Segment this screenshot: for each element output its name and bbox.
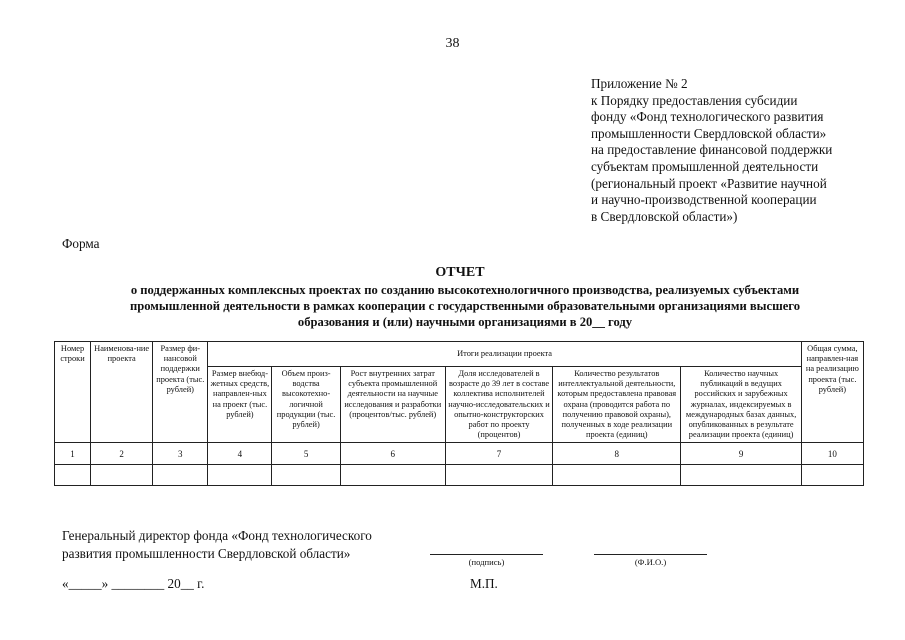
column-number: 2 (91, 443, 153, 465)
report-title: ОТЧЕТ (435, 265, 485, 280)
table-cell (153, 465, 208, 486)
header-financial-support: Размер фи-нансовой поддержки проекта (тыс. рублей) (153, 342, 208, 443)
subtitle-line: промышленной деятельности в рамках кооперации с государственными образовательными организациями высшего (129, 299, 800, 313)
header-production-volume: Объем произ-водства высокотехно-логичной продукции (тыс. рублей) (272, 367, 340, 443)
column-number: 5 (272, 443, 340, 465)
name-line (594, 554, 707, 555)
column-number: 10 (801, 443, 863, 465)
column-number: 6 (340, 443, 445, 465)
header-total-sum: Общая сумма, направлен-ная на реализацию проекта (тыс. рублей) (801, 342, 863, 443)
stamp-place: М.П. (470, 576, 498, 591)
table-cell (801, 465, 863, 486)
table-row (55, 465, 864, 486)
report-subtitle (80, 282, 850, 330)
appendix-line: в Свердловской области») (591, 208, 738, 224)
form-label: Форма (62, 236, 100, 251)
position-line: Генеральный директор фонда «Фонд технологического (62, 528, 372, 543)
column-number-row (55, 443, 864, 465)
appendix-line: Приложение № 2 (591, 76, 688, 91)
signature-caption: (подпись) (468, 557, 505, 567)
header-row-number: Номер строки (55, 342, 91, 443)
director-position (62, 527, 372, 563)
appendix-header (591, 76, 891, 225)
column-number: 3 (153, 443, 208, 465)
table-cell (681, 465, 801, 486)
header-young-researchers-share: Доля исследователей в возрасте до 39 лет в составе коллектива исполнителей научно-исследовательских и опытно-конструкторских работ по проекту (процентов) (445, 367, 552, 443)
table-cell (340, 465, 445, 486)
column-number: 8 (553, 443, 681, 465)
table-cell (445, 465, 552, 486)
appendix-line: на предоставление финансовой поддержки (591, 142, 833, 158)
signature-line (430, 554, 543, 555)
header-ip-results-count: Количество результатов интеллектуальной деятельности, которым предоставлена правовая охрана (проводится работа по получению правовой охраны), полученных в ходе реализации проекта (единиц) (553, 367, 681, 443)
table-cell (91, 465, 153, 486)
appendix-line: к Порядку предоставления субсидии (591, 92, 798, 108)
appendix-line: и научно-производственной кооперации (591, 192, 817, 208)
subtitle-line: образования и (или) научными организациями в 20__ году (297, 315, 633, 329)
header-extrabudgetary-funds: Размер внебюд-жетных средств, направлен-ных на проект (тыс. рублей) (208, 367, 272, 443)
header-publications-count: Количество научных публикаций в ведущих российских и зарубежных журналах, индексируемых в международных базах данных, опубликованных в результате реализации проекта (единиц) (681, 367, 801, 443)
header-project-name: Наименова-ние проекта (91, 342, 153, 443)
table-cell (55, 465, 91, 486)
position-line: развития промышленности Свердловской области» (62, 546, 351, 561)
header-project-results: Итоги реализации проекта (208, 342, 801, 367)
column-number: 4 (208, 443, 272, 465)
table-cell (208, 465, 272, 486)
appendix-line: (региональный проект «Развитие научной (591, 175, 827, 191)
name-caption: (Ф.И.О.) (634, 557, 667, 567)
column-number: 1 (55, 443, 91, 465)
column-number: 7 (445, 443, 552, 465)
report-table (54, 341, 864, 486)
appendix-line: промышленности Свердловской области» (591, 125, 827, 141)
appendix-line: субъектам промышленной деятельности (591, 158, 819, 174)
table-cell (553, 465, 681, 486)
subtitle-line: о поддержанных комплексных проектах по созданию высокотехнологичного производства, реализуемых субъектами (130, 283, 800, 297)
column-number: 9 (681, 443, 801, 465)
page-number: 38 (445, 36, 460, 51)
header-rd-cost-growth: Рост внутренних затрат субъекта промышленной деятельности на научные исследования и разработки (процентов/тыс. рублей) (340, 367, 445, 443)
appendix-line: фонду «Фонд технологического развития (591, 109, 824, 125)
table-cell (272, 465, 340, 486)
date-field: «_____» ________ 20__ г. (62, 576, 205, 591)
